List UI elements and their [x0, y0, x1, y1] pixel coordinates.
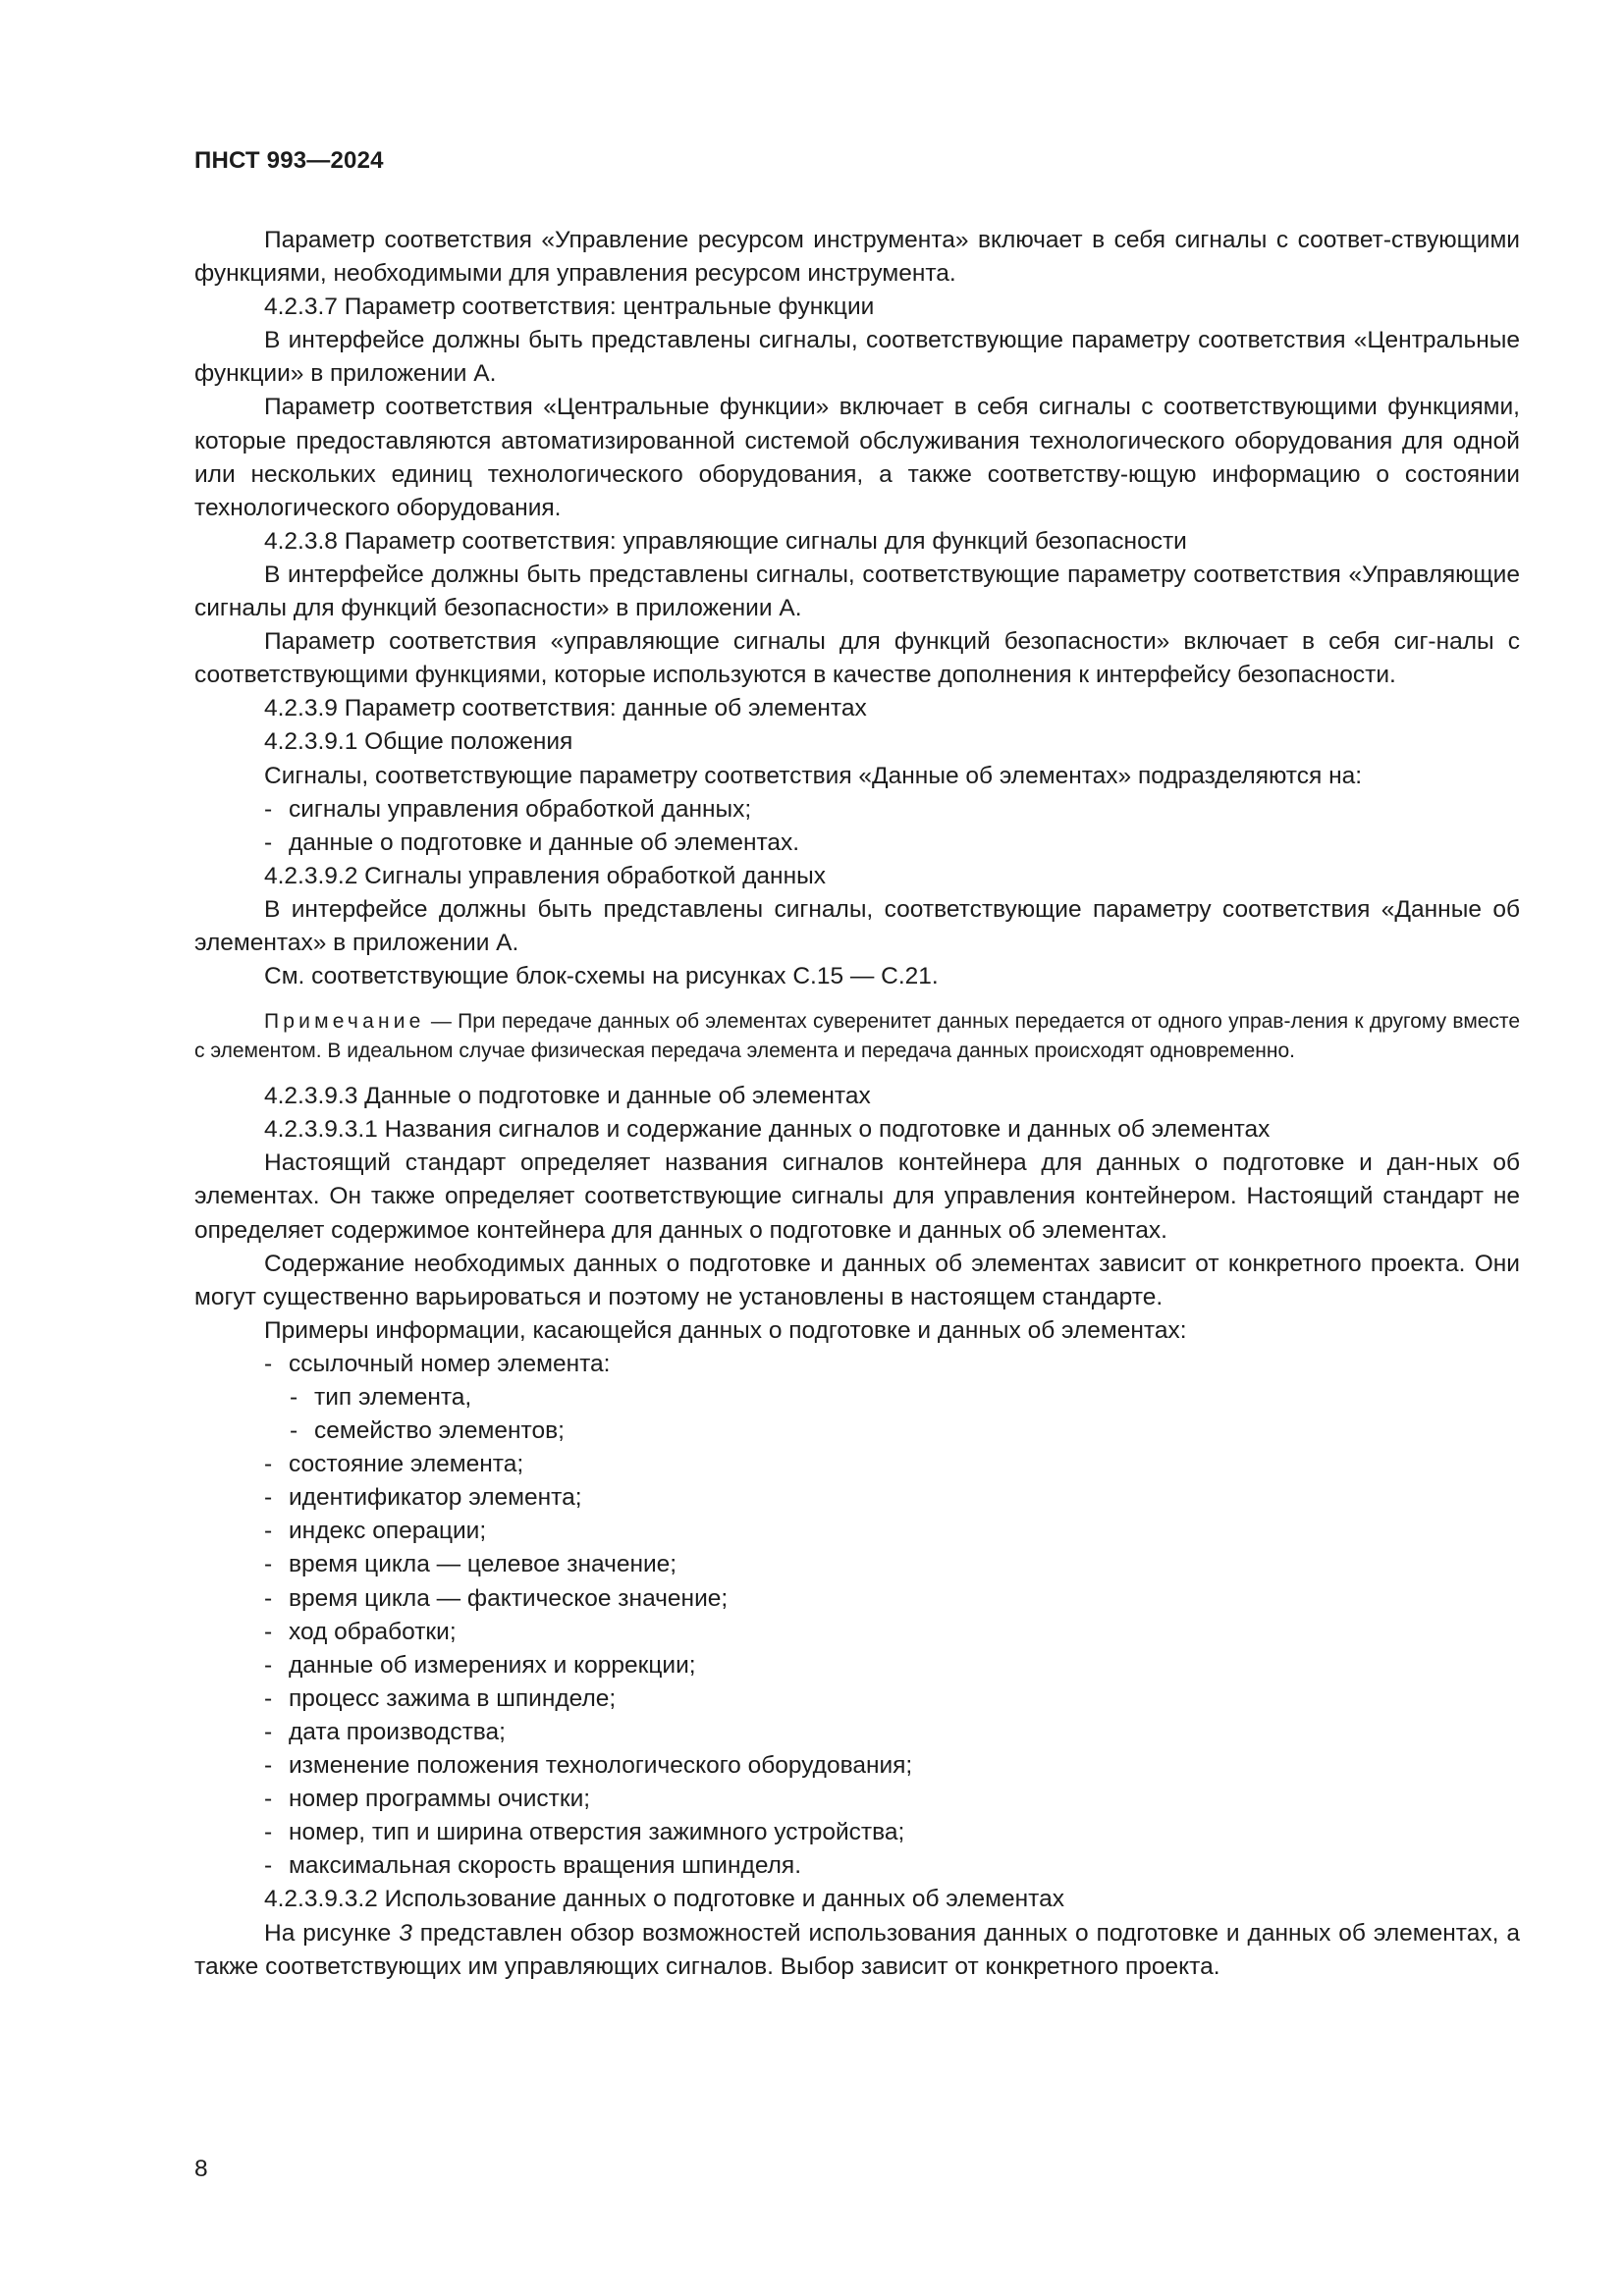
list-item: - ход обработки; — [194, 1616, 1520, 1649]
dash-marker: - — [264, 1819, 273, 1846]
list-item: - идентификатор элемента; — [194, 1481, 1520, 1515]
dash-marker: - — [264, 1752, 273, 1780]
dash-marker: - — [264, 1684, 273, 1712]
paragraph: Параметр соответствия «Управление ресурсом инструмента» включает в себя сигналы с соответ-ствующими функциями, необходимыми для управления ресурсом инструмента. — [194, 227, 1520, 288]
list-item: - время цикла — фактическое значение; — [194, 1582, 1520, 1616]
dash-marker: - — [264, 1584, 273, 1612]
list-item: - сигналы управления обработкой данных; — [194, 793, 1520, 827]
list-item: - номер, тип и ширина отверстия зажимного устройства; — [194, 1816, 1520, 1849]
section-heading-4-2-3-8: 4.2.3.8 Параметр соответствия: управляющие сигналы для функций безопасности — [264, 527, 1187, 555]
paragraph: На рисунке 3 представлен обзор возможностей использования данных о подготовке и данных об элементах, а также соответствующих им управляющих сигналов. Выбор зависит от конкретного проекта. — [194, 1919, 1521, 1980]
page-content — [194, 224, 1520, 1984]
dash-marker: - — [290, 1417, 298, 1445]
list-item: - процесс зажима в шпинделе; — [194, 1682, 1520, 1716]
dash-marker: - — [264, 1852, 273, 1880]
paragraph: Содержание необходимых данных о подготовке и данных об элементах зависит от конкретного проекта. Они могут существенно варьироваться и поэтому не установлены в настоящем стандарте. — [194, 1250, 1520, 1310]
section-heading-4-2-3-9-3-2: 4.2.3.9.3.2 Использование данных о подготовке и данных об элементах — [264, 1886, 1065, 1913]
dash-marker: - — [264, 1350, 273, 1377]
paragraph: В интерфейсе должны быть представлены сигналы, соответствующие параметру соответствия «Центральные функции» в приложении А. — [194, 327, 1520, 388]
section-heading-4-2-3-9-3: 4.2.3.9.3 Данные о подготовке и данные об элементах — [264, 1083, 871, 1110]
dash-marker: - — [290, 1384, 298, 1411]
dash-marker: - — [264, 828, 273, 856]
list-item: - изменение положения технологического оборудования; — [194, 1749, 1520, 1783]
list-item: - состояние элемента; — [194, 1448, 1520, 1481]
note-label: Примечание — [264, 1010, 425, 1034]
paragraph: В интерфейсе должны быть представлены сигналы, соответствующие параметру соответствия «Данные об элементах» в приложении А. — [194, 895, 1520, 956]
section-heading-4-2-3-7: 4.2.3.7 Параметр соответствия: центральные функции — [264, 294, 875, 321]
list-item: - индекс операции; — [194, 1515, 1520, 1548]
list-item: - номер программы очистки; — [194, 1783, 1520, 1816]
paragraph: Сигналы, соответствующие параметру соответствия «Данные об элементах» подразделяются на: — [264, 762, 1363, 789]
dash-marker: - — [264, 1518, 273, 1545]
paragraph: Настоящий стандарт определяет названия сигналов контейнера для данных о подготовке и дан-ных об элементах. Он также определяет соответствующие сигналы для управления контейнером. Настоящий стандарт не определяет содержимое контейнера для данных о подготовке и данных об элементах. — [194, 1149, 1520, 1244]
list-item: - данные об измерениях и коррекции; — [194, 1649, 1520, 1682]
document-id-header: ПНСТ 993—2024 — [194, 147, 384, 174]
dash-marker: - — [264, 1786, 273, 1813]
section-heading-4-2-3-9-3-1: 4.2.3.9.3.1 Названия сигналов и содержание данных о подготовке и данных об элементах — [264, 1116, 1271, 1144]
figure-reference: 3 — [399, 1919, 412, 1947]
section-heading-4-2-3-9-2: 4.2.3.9.2 Сигналы управления обработкой данных — [264, 862, 826, 889]
section-heading-4-2-3-9: 4.2.3.9 Параметр соответствия: данные об элементах — [264, 695, 867, 722]
dash-marker: - — [264, 1651, 273, 1679]
dash-marker: - — [264, 1451, 273, 1478]
paragraph: Примеры информации, касающейся данных о подготовке и данных об элементах: — [264, 1316, 1187, 1344]
dash-marker: - — [264, 795, 273, 823]
list-item: - дата производства; — [194, 1716, 1520, 1749]
paragraph: Параметр соответствия «управляющие сигналы для функций безопасности» включает в себя сиг-налы с соответствующими функциями, которые используются в качестве дополнения к интерфейсу безопасности. — [194, 628, 1520, 689]
dash-marker: - — [264, 1618, 273, 1645]
list-item: - время цикла — целевое значение; — [194, 1548, 1520, 1581]
sub-list-item: - тип элемента, — [194, 1381, 1520, 1415]
paragraph: В интерфейсе должны быть представлены сигналы, соответствующие параметру соответствия «Управляющие сигналы для функций безопасности» в приложении А. — [194, 561, 1520, 622]
page-number: 8 — [194, 2156, 208, 2182]
note-text: — При передаче данных об элементах суверенитет данных передается от одного управ-ления к другому вместе с элементом. В идеальном случае физическая передача элемента и передача данных происходят одновременно. — [194, 1010, 1520, 1063]
list-item: - максимальная скорость вращения шпинделя. — [194, 1849, 1520, 1883]
note — [194, 1007, 1520, 1066]
dash-marker: - — [264, 1718, 273, 1745]
paragraph: См. соответствующие блок-схемы на рисунках С.15 — С.21. — [264, 963, 939, 990]
paragraph: Параметр соответствия «Центральные функции» включает в себя сигналы с соответствующими функциями, которые предоставляются автоматизированной системой обслуживания технологического оборудования для одной или нескольких единиц технологического оборудования, а также соответству-ющую информацию о состоянии технологического оборудования. — [194, 394, 1520, 521]
list-item: - ссылочный номер элемента: — [194, 1348, 1520, 1381]
list-item: - данные о подготовке и данные об элементах. — [194, 827, 1520, 860]
dash-marker: - — [264, 1484, 273, 1512]
section-heading-4-2-3-9-1: 4.2.3.9.1 Общие положения — [264, 728, 573, 756]
sub-list-item: - семейство элементов; — [194, 1415, 1520, 1448]
dash-marker: - — [264, 1551, 273, 1578]
